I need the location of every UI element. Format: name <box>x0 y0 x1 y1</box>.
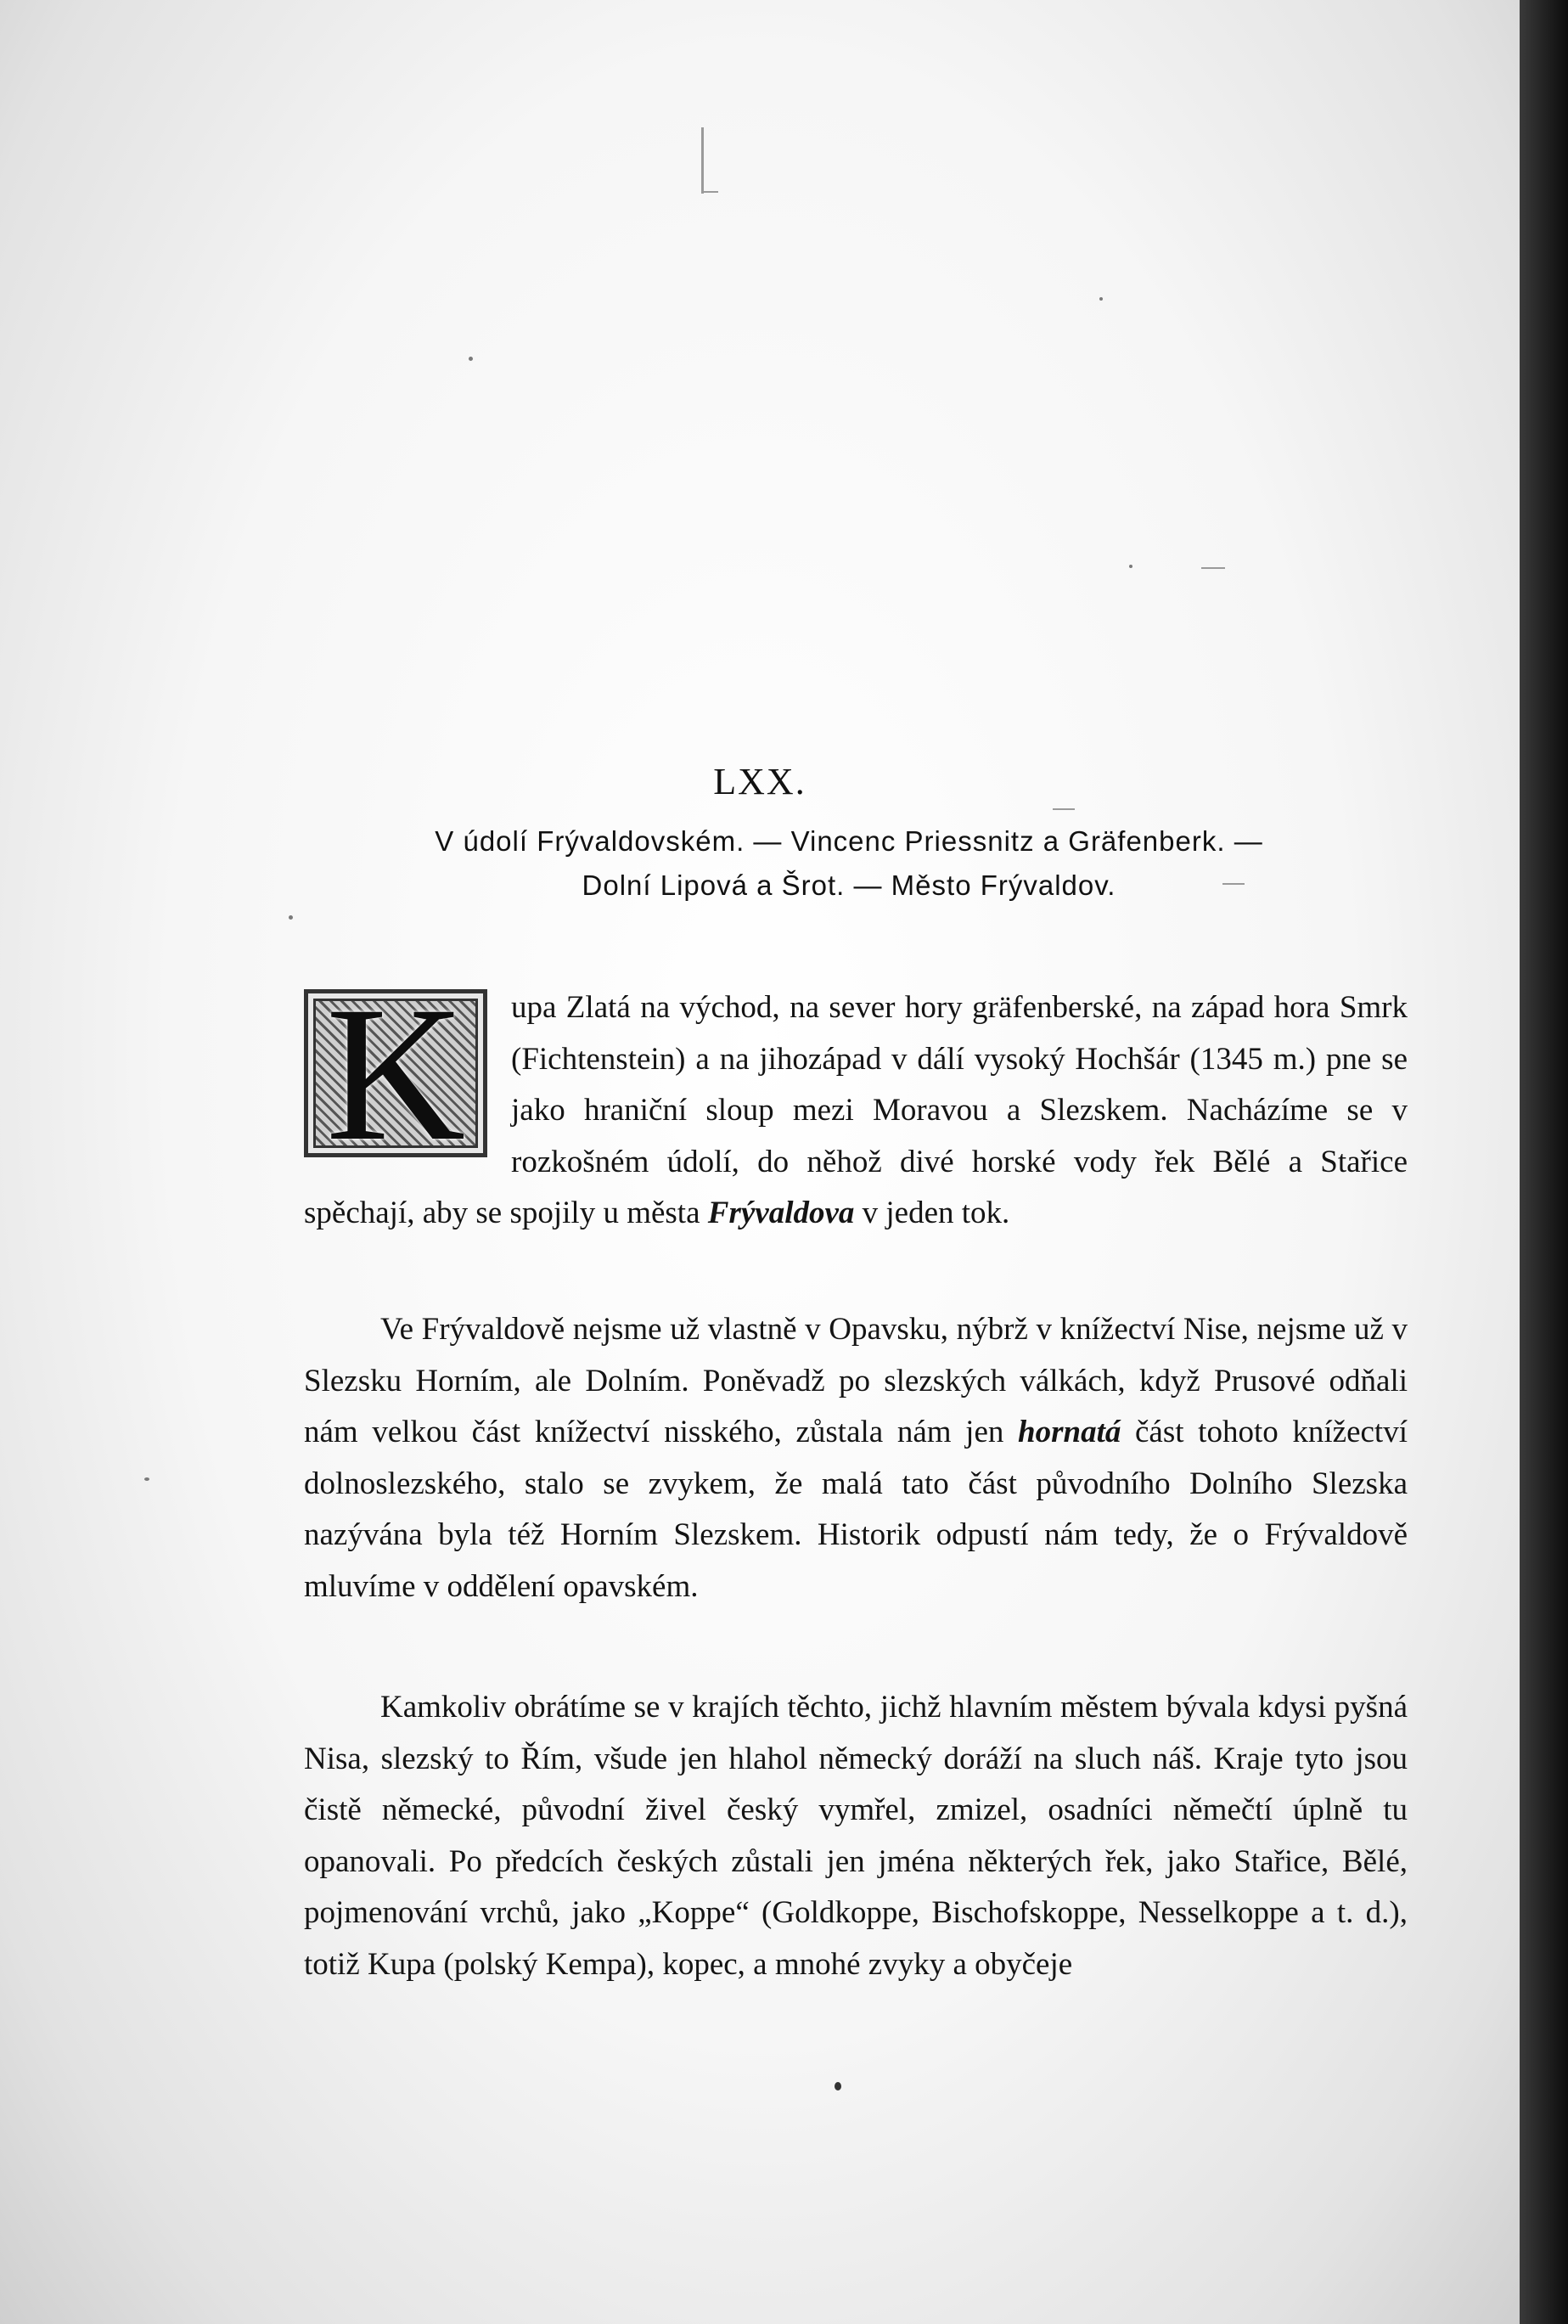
footer-mark <box>835 2082 841 2090</box>
chapter-subtitle-line-2: Dolní Lipová a Šrot. — Město Frývaldov. <box>582 869 1116 901</box>
paragraph-1-italic: Frývaldova <box>707 1196 855 1230</box>
scan-scratch <box>701 127 704 194</box>
paragraph-2-italic: hornatá <box>1018 1415 1121 1449</box>
chapter-subtitle-line-1: V údolí Frývaldovském. — Vincenc Priessnitz a Gräfenberk. — <box>435 825 1263 857</box>
scan-scratch <box>701 191 718 193</box>
paragraph-1 <box>304 967 1408 1240</box>
chapter-subtitle <box>289 819 1409 908</box>
page-edge-shadow <box>1520 0 1568 2324</box>
scan-speck <box>1099 297 1103 301</box>
scan-speck <box>1129 565 1132 568</box>
paragraph-1-text-end: v jeden tok. <box>854 1196 1010 1230</box>
scan-scratch <box>1053 808 1075 810</box>
paragraph-2-text-end: část tohoto knížectví dolnoslezského, stalo se zvykem, že malá tato část původního Dolního Slezska nazývána byla též Horním Slezskem. Historik odpustí nám tedy, že o Frývaldově mluvíme v oddělení opavském. <box>304 1415 1408 1604</box>
paragraph-1-text: upa Zlatá na východ, na sever hory gräfenberské, na západ hora Smrk (Fichtenstein) a na jihozápad v dálí vysoký Hochšár (1345 m.) pne se jako hraniční sloup mezi Moravou a Slezskem. Nacházíme se v rozkošném údolí, do něhož divé horské vody řek Bělé a Stařice spěchají, aby se spojily u města <box>304 990 1408 1230</box>
scan-speck <box>469 357 473 361</box>
scan-scratch <box>1201 567 1225 569</box>
paragraph-3-text: Kamkoliv obrátíme se v krajích těchto, jichž hlavním městem bývala kdysi pyšná Nisa, slezský to Řím, všude jen hlahol německý doráží na sluch náš. Kraje tyto jsou čistě německé, původní živel český vymřel, zmizel, osadníci němečtí úplně tu opanovali. Po předcích českých zůstali jen jména některých řek, jako Stařice, Bělé, pojmenování vrchů, jako „Koppe“ (Goldkoppe, Bischofskoppe, Nesselkoppe a t. d.), totiž Kupa (polský Kempa), kopec, a mnohé zvyky a obyčeje <box>304 1690 1408 1982</box>
dropcap-letter: K <box>325 967 466 1181</box>
paragraph-2 <box>304 1304 1408 1612</box>
scan-speck <box>144 1477 149 1481</box>
scan-speck <box>289 915 293 920</box>
dropcap-ornament <box>304 967 487 1181</box>
paragraph-2-text: Ve Frývaldově nejsme už vlastně v Opavsku, nýbrž v knížectví Nise, nejsme už v Slezsku Horním, ale Dolním. Poněvadž po slezských válkách, když Prusové odňali nám velkou část knížectví nisského, zůstala nám jen <box>304 1312 1408 1449</box>
chapter-number: LXX. <box>713 761 806 802</box>
paragraph-3 <box>304 1682 1408 1990</box>
